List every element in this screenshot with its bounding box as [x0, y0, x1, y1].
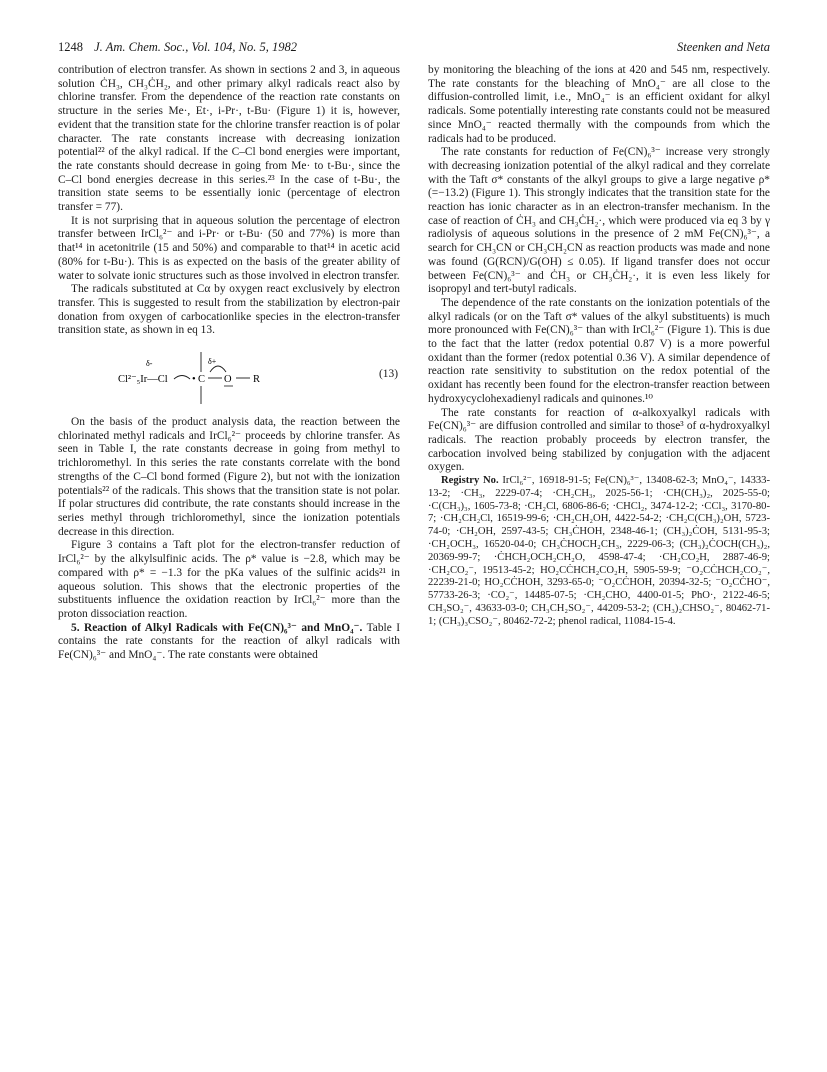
header-authors: Steenken and Neta [676, 40, 770, 54]
paragraph: It is not surprising that in aqueous solution the percentage of electron transfer between IrCl₆²⁻ and i-Pr· or t-Bu· (50 and 77%) is more than that¹⁴ in acetonitrile (15 and 50%) and comparable to that¹⁴ in acetic acid (80% for t-Bu·). This is as expected on the basis of the greater ability of water to solvate ionic structures such as those involved in electron transfer. [58, 214, 400, 282]
eq-left-label: Cl²⁻₅Ir—Cl [118, 374, 168, 386]
eq-r-group: R [253, 374, 261, 386]
paragraph: by monitoring the bleaching of the ions at 420 and 545 nm, respectively. The rate constants for the bleaching of MnO₄⁻ are all close to the diffusion-controlled limit, i.e., MnO₄⁻ is an efficient oxidant for alkyl radicals. Some potentially interesting rate constants could not be measured since MnO₄⁻ reacted thermally with the compounds from which the radicals had to be produced. [428, 64, 770, 145]
electron-arrow-2 [210, 366, 226, 372]
paragraph: Figure 3 contains a Taft plot for the electron-transfer reduction of IrCl₆²⁻ by the alkylsulfinic acids. The ρ* value is −2.8, which may be compared with ρ* = −1.3 for the pKa values of the sulfinic acids²¹ in aqueous solution. This shows that the electronic properties of the substituents influence the oxidation reaction by IrCl₆²⁻ more than the proton dissociation reaction. [58, 539, 400, 620]
page-number: 1248 [58, 40, 83, 54]
eq-charge-plus: δ+ [208, 357, 217, 367]
journal-citation: J. Am. Chem. Soc., Vol. 104, No. 5, 1982 [94, 40, 298, 54]
eq-oxygen: O [224, 374, 232, 386]
eq-dot: • [192, 374, 196, 386]
registry-list: IrCl₆²⁻, 16918-91-5; Fe(CN)₆³⁻, 13408-62-3; MnO₄⁻, 14333-13-2; ·CH₃, 2229-07-4; ·CH₂CH₃, 2025-56-1; ·CH(CH₃)₂, 2025-55-0; ·C(CH₃)₃, 1605-73-8; ·CH₂Cl, 6806-86-6; ·CHCl₂, 3474-12-2; ·CCl₃, 3170-80-7; ·CH₂CH₂Cl, 16519-99-6; ·CH₂CH₂OH, 4422-54-2; ·CH₂C(CH₃)₂OH, 5723-74-0; ·CH₂OH, 2597-43-5; CH₃ĊHOH, 2348-46-1; (CH₃)₂ĊOH, 5131-95-3; ·CH₂OCH₃, 16520-04-0; CH₃ĊHOCH₂CH₃, 2229-06-3; (CH₃)₂ĊOCH(CH₃)₂, 20369-99-7; ·ĊHCH₂OCH₂CH₂O, 4598-47-4; ·CH₂CO₂H, 2887-46-9; ·CH₂CO₂⁻, 19513-45-2; HO₂CĊHCH₂CO₂H, 5905-59-9; ⁻O₂CĊHCH₂CO₂⁻, 22239-21-0; HO₂CĊHOH, 3293-65-0; ⁻O₂CĊHOH, 20394-32-5; ⁻O₂CĊHO⁻, 57733-26-3; ·CO₂⁻, 14485-07-5; ·CH₂CHO, 4400-01-5; PhO·, 2122-46-5; CH₃SO₂⁻, 43633-03-0; CH₃CH₂SO₂⁻, 44209-53-2; (CH₃)₂CHSO₂⁻, 80462-71-1; (CH₃)₃CSO₂⁻, 80462-72-2; phenol radical, 11084-15-4. [428, 475, 770, 627]
paragraph: On the basis of the product analysis data, the reaction between the chlorinated methyl radicals and IrCl₆²⁻ proceeds by chlorine transfer. As seen in Table I, the rate constants decrease in going from methyl to trichloromethyl. In this series the rate constants correlate with the bond strengths of the C–Cl bond formed (Figure 2), but not with the ionization potentials²² of the radicals. This shows that the transition state is not polar. If polar structures did contribute, the rate constants should increase in the series methyl through trichloromethyl, since the ionization potentials decrease in this direction. [58, 416, 400, 538]
equation-13 [58, 344, 400, 408]
paragraph: The rate constants for reduction of Fe(CN)₆³⁻ increase very strongly with decreasing ionization potential of the alkyl radical and they correlate with the Taft σ* constants of the alkyl groups to give a large negative ρ* (=−13.2) (Figure 1). This strongly indicates that the transition state for the reaction has ionic character as in an electron-transfer mechanism. In the case of reaction of ĊH₃ and CH₃ĊH₂·, which were produced via eq 3 by γ radiolysis of aqueous solutions in the presence of 2 mM Fe(CN)₆³⁻, a search for CH₃CN or CH₃CH₂CN as reaction products was made and none was found (G(RCN)/G(OH) ≤ 0.05). If ligand transfer does not occur between Fe(CN)₆³⁻ and ĊH₃ or CH₃ĊH₂·, it is even less likely for isopropyl and tert-butyl radicals. [428, 146, 770, 296]
equation-number: (13) [379, 368, 398, 381]
left-column [58, 64, 400, 663]
running-header [58, 40, 770, 58]
paragraph: The rate constants for reaction of α-alkoxyalkyl radicals with Fe(CN)₆³⁻ are diffusion controlled and similar to those³ of α-hydroxyalkyl radicals. The reaction probably proceeds by electron transfer, the carbocation involved being stabilized by conjugation with the adjacent oxygen. [428, 406, 770, 474]
section-text: Table I contains the rate constants for the reaction of alkyl radicals with Fe(CN)₆³⁻ and MnO₄⁻. The rate constants were obtained [58, 621, 400, 662]
eq-charge-minus: δ- [146, 359, 153, 369]
electron-arrow-1 [174, 376, 190, 380]
registry-label: Registry No. [441, 475, 499, 487]
paragraph: contribution of electron transfer. As shown in sections 2 and 3, in aqueous solution ĊH₃, CH₃ĊH₂, and other primary alkyl radicals react also by chlorine transfer. From the dependence of the reaction rate constants on structure in the series Me·, Et·, i-Pr·, t-Bu· (Figure 1) it is, however, evident that the transition state for the chlorine transfer reaction is of polar character. The rate constants increase with decreasing ionization potential²² of the alkyl radical. If the C–Cl bond energies were important, the rate constants should decrease in going from Me· to t-Bu·, since the C–Cl bond energies decrease in this series.²³ In the case of t-Bu·, the transition state seems to be essentially ionic (percentage of electron transfer = 77). [58, 64, 400, 214]
right-column [428, 64, 770, 629]
section-heading: 5. Reaction of Alkyl Radicals with Fe(CN)₆³⁻ and MnO₄⁻. [71, 621, 363, 634]
paragraph: The radicals substituted at Cα by oxygen react exclusively by electron transfer. This is suggested to result from the stabilization by electron-pair donation from oxygen of carbocationlike species in the electron-transfer transition state, as shown in eq 13. [58, 283, 400, 337]
equation-structure [58, 344, 400, 408]
paragraph: The dependence of the rate constants on the ionization potentials of the alkyl radicals (or on the Taft σ* values of the alkyl substituents) is much more pronounced with Fe(CN)₆³⁻ than with IrCl₆²⁻ (Figure 1). This is due to the fact that the latter (redox potential 0.87 V) is a more powerful oxidant than the former (redox potential 0.36 V). A similar dependence of reaction rate sensitivity to substitution on the redox potential of the oxidant has recently been found for the electron-transfer reaction between hydroxycyclohexadienyl radicals and quinones.¹⁰ [428, 296, 770, 405]
section-5-paragraph [58, 622, 400, 663]
registry-numbers [428, 475, 770, 629]
eq-carbon: C [198, 374, 206, 386]
header-left [58, 40, 297, 55]
